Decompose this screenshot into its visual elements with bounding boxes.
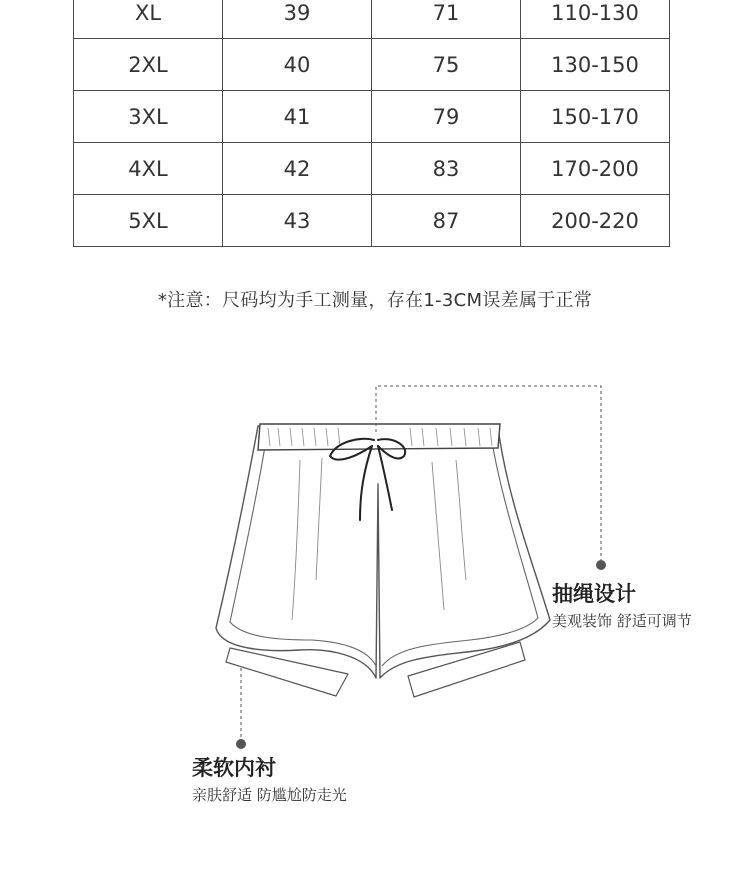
table-cell: 43 [223, 195, 372, 247]
size-cell: 2XL [74, 39, 223, 91]
callout-dot [596, 560, 606, 570]
table-cell: 71 [372, 0, 521, 39]
table-cell: 41 [223, 91, 372, 143]
table-cell: 200-220 [521, 195, 670, 247]
table-cell: 79 [372, 91, 521, 143]
table-cell: 39 [223, 0, 372, 39]
measurement-note: *注意：尺码均为手工测量，存在1-3CM误差属于正常 [157, 290, 593, 311]
size-cell: 5XL [74, 195, 223, 247]
liner-feature-desc: 亲肤舒适 防尴尬防走光 [192, 786, 347, 804]
size-cell: 3XL [74, 91, 223, 143]
table-cell: 40 [223, 39, 372, 91]
table-cell: 75 [372, 39, 521, 91]
table-cell: 170-200 [521, 143, 670, 195]
table-cell: 83 [372, 143, 521, 195]
callout-dot [236, 739, 246, 749]
table-cell: 110-130 [521, 0, 670, 39]
table-cell: 87 [372, 195, 521, 247]
size-cell: XL [74, 0, 223, 39]
table-cell: 150-170 [521, 91, 670, 143]
table-cell: 130-150 [521, 39, 670, 91]
table-cell: 42 [223, 143, 372, 195]
drawstring-feature-title: 抽绳设计 [552, 582, 636, 606]
liner-feature-title: 柔软内衬 [192, 756, 276, 780]
size-cell: 4XL [74, 143, 223, 195]
drawstring-feature-desc: 美观装饰 舒适可调节 [552, 612, 692, 630]
